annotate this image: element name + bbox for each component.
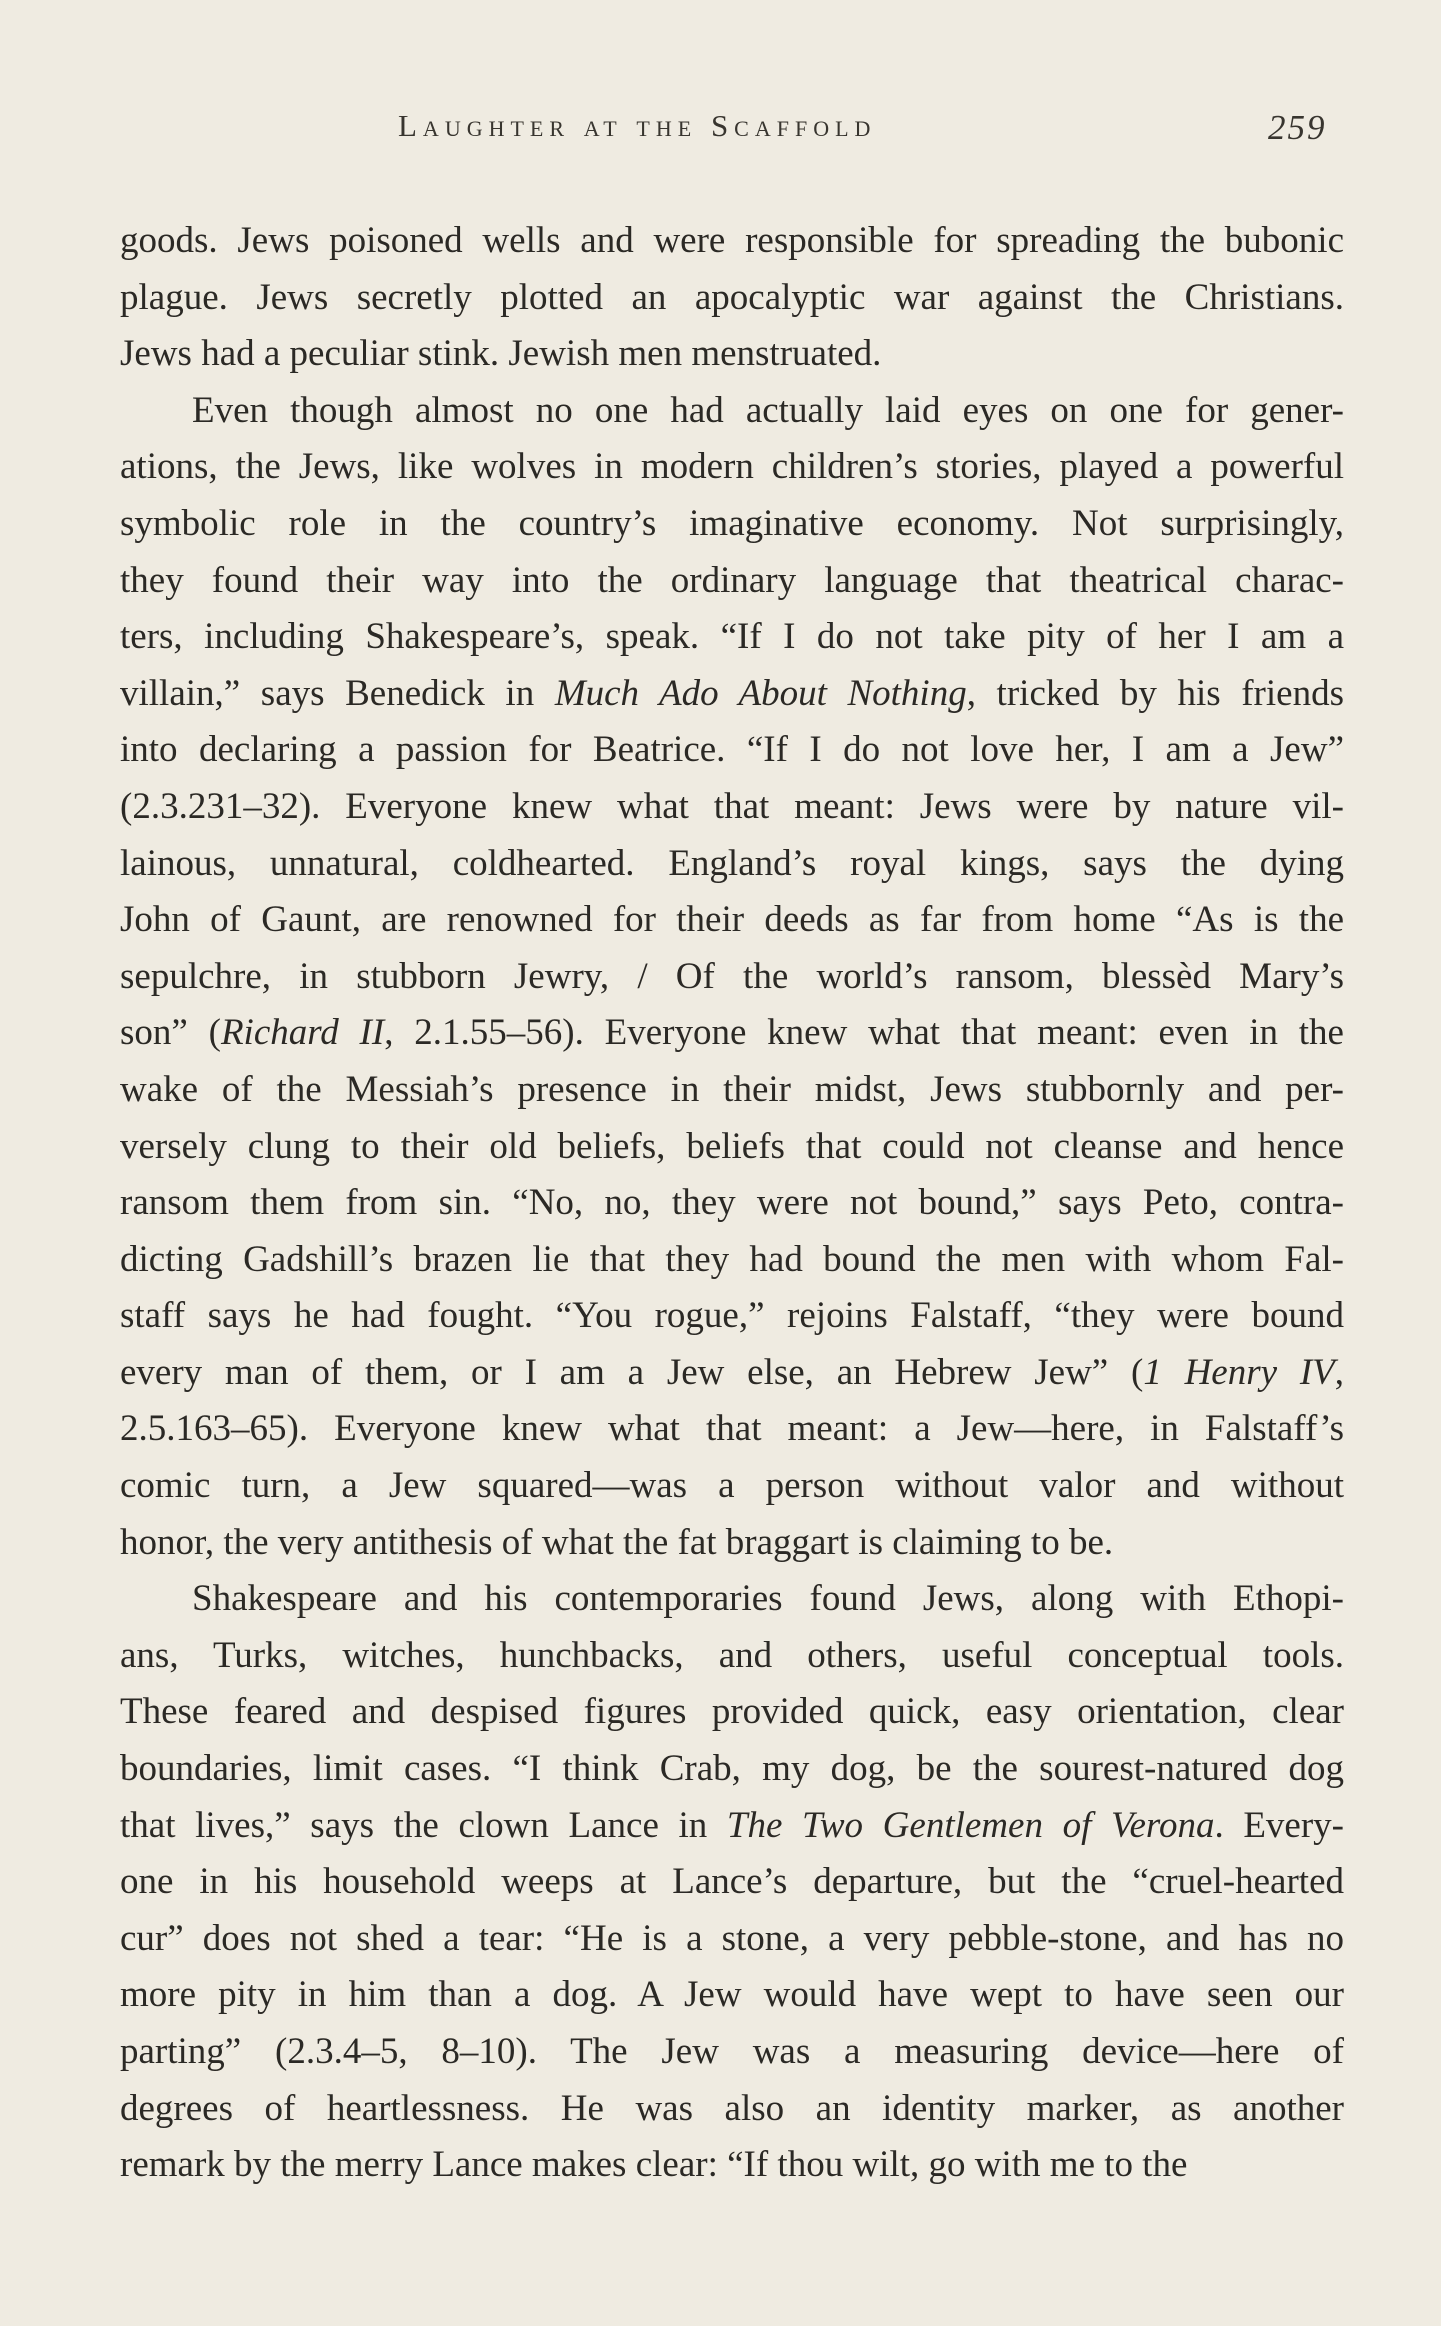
text-segment: they found their way into the ordinary language that theatrical charac- [120, 559, 1344, 601]
text-segment: sepulchre, in stubborn Jewry, / Of the world’s ransom, blessèd Mary’s [120, 955, 1344, 997]
text-line [120, 496, 1344, 553]
text-line [120, 2081, 1344, 2138]
text-line [120, 1854, 1344, 1911]
text-line [120, 1288, 1344, 1345]
text-line [120, 1401, 1344, 1458]
paragraph [120, 1571, 1344, 2194]
text-segment: (2.3.231–32). Everyone knew what that meant: Jews were by nature vil- [120, 785, 1344, 827]
text-segment: versely clung to their old beliefs, beliefs that could not cleanse and hence [120, 1125, 1344, 1167]
text-line [120, 892, 1344, 949]
text-line [120, 1515, 1344, 1572]
text-segment: ters, including Shakespeare’s, speak. “If I do not take pity of her I am a [120, 616, 1344, 658]
paragraph [120, 383, 1344, 1571]
text-segment: ransom them from sin. “No, no, they were not bound,” says Peto, contra- [120, 1182, 1344, 1224]
page-number: 259 [1268, 108, 1327, 147]
text-line [120, 1911, 1344, 1968]
paragraph [120, 213, 1344, 383]
text-segment: parting” (2.3.4–5, 8–10). The Jew was a measuring device—here of [120, 2031, 1344, 2072]
text-segment: , [1334, 1351, 1344, 1393]
text-segment: more pity in him than a dog. A Jew would have wept to have seen our [120, 1974, 1344, 2016]
text-segment: son” ( [120, 1012, 221, 1054]
text-segment: wake of the Messiah’s presence in their midst, Jews stubbornly and per- [120, 1068, 1344, 1110]
text-line [120, 270, 1344, 327]
text-segment: symbolic role in the country’s imaginative economy. Not surprisingly, [120, 502, 1344, 544]
running-head-title: Laughter at the Scaffold [398, 108, 877, 143]
text-segment: cur” does not shed a tear: “He is a stone, a very pebble-stone, and has no [120, 1917, 1344, 1959]
text-line [120, 779, 1344, 836]
text-line [120, 553, 1344, 610]
text-line [120, 949, 1344, 1006]
text-segment: staff says he had fought. “You rogue,” rejoins Falstaff, “they were bound [120, 1295, 1344, 1337]
text-segment: boundaries, limit cases. “I think Crab, my dog, be the sourest-natured dog [120, 1748, 1344, 1790]
text-segment: comic turn, a Jew squared—was a person without valor and without [120, 1465, 1344, 1507]
text-segment: ans, Turks, witches, hunchbacks, and others, useful conceptual tools. [120, 1634, 1344, 1676]
italic-title: Much Ado About Nothing [554, 672, 967, 714]
text-segment: that lives,” says the clown Lance in [120, 1804, 727, 1846]
text-line [120, 326, 1344, 383]
text-segment: Jews had a peculiar stink. Jewish men menstruated. [120, 333, 882, 375]
italic-title: 1 Henry IV [1143, 1351, 1335, 1393]
text-line [120, 213, 1344, 270]
text-line [120, 1458, 1344, 1515]
text-segment: Even though almost no one had actually laid eyes on one for gener- [192, 389, 1344, 431]
italic-title: The Two Gentlemen of Verona [726, 1804, 1215, 1846]
text-segment: remark by the merry Lance makes clear: “If thou wilt, go with me to the [120, 2144, 1188, 2186]
text-segment: dicting Gadshill’s brazen lie that they had bound the men with whom Fal- [120, 1238, 1344, 1280]
text-segment: into declaring a passion for Beatrice. “If I do not love her, I am a Jew” [120, 729, 1344, 771]
text-segment: lainous, unnatural, coldhearted. England’s royal kings, says the dying [120, 842, 1344, 884]
text-line [120, 1798, 1344, 1855]
text-line [120, 666, 1344, 723]
text-segment: plague. Jews secretly plotted an apocalyptic war against the Christians. [120, 276, 1344, 318]
text-segment: , 2.1.55–56). Everyone knew what that meant: even in the [384, 1012, 1344, 1054]
text-line [120, 439, 1344, 496]
text-line [120, 1967, 1344, 2024]
text-line [120, 383, 1344, 440]
body-text [120, 213, 1344, 2194]
text-line [120, 836, 1344, 893]
text-segment: Shakespeare and his contemporaries found Jews, along with Ethopi- [192, 1578, 1344, 1620]
text-segment: John of Gaunt, are renowned for their deeds as far from home “As is the [120, 899, 1344, 941]
text-line [120, 609, 1344, 666]
text-segment: ations, the Jews, like wolves in modern children’s stories, played a powerful [120, 446, 1344, 488]
text-line [120, 1005, 1344, 1062]
text-line [120, 2024, 1344, 2081]
text-line [120, 1175, 1344, 1232]
text-segment: 2.5.163–65). Everyone knew what that meant: a Jew—here, in Falstaff’s [120, 1408, 1344, 1450]
text-segment: villain,” says Benedick in [120, 672, 555, 714]
text-segment: honor, the very antithesis of what the fat braggart is claiming to be. [120, 1521, 1114, 1563]
text-segment: degrees of heartlessness. He was also an identity marker, as another [120, 2087, 1344, 2129]
text-segment: . Every- [1214, 1804, 1344, 1846]
italic-title: Richard II [220, 1012, 385, 1054]
text-segment: one in his household weeps at Lance’s departure, but the “cruel-hearted [120, 1861, 1344, 1903]
text-line [120, 1345, 1344, 1402]
text-line [120, 2137, 1344, 2194]
text-line [120, 1684, 1344, 1741]
text-segment: , tricked by his friends [966, 672, 1344, 714]
text-line [120, 1062, 1344, 1119]
text-line [120, 722, 1344, 779]
text-line [120, 1741, 1344, 1798]
text-segment: goods. Jews poisoned wells and were responsible for spreading the bubonic [120, 220, 1344, 261]
text-line [120, 1119, 1344, 1176]
text-segment: every man of them, or I am a Jew else, an Hebrew Jew” ( [120, 1351, 1144, 1393]
text-line [120, 1628, 1344, 1685]
text-line [120, 1571, 1344, 1628]
text-line [120, 1232, 1344, 1289]
text-segment: These feared and despised figures provided quick, easy orientation, clear [120, 1691, 1344, 1733]
